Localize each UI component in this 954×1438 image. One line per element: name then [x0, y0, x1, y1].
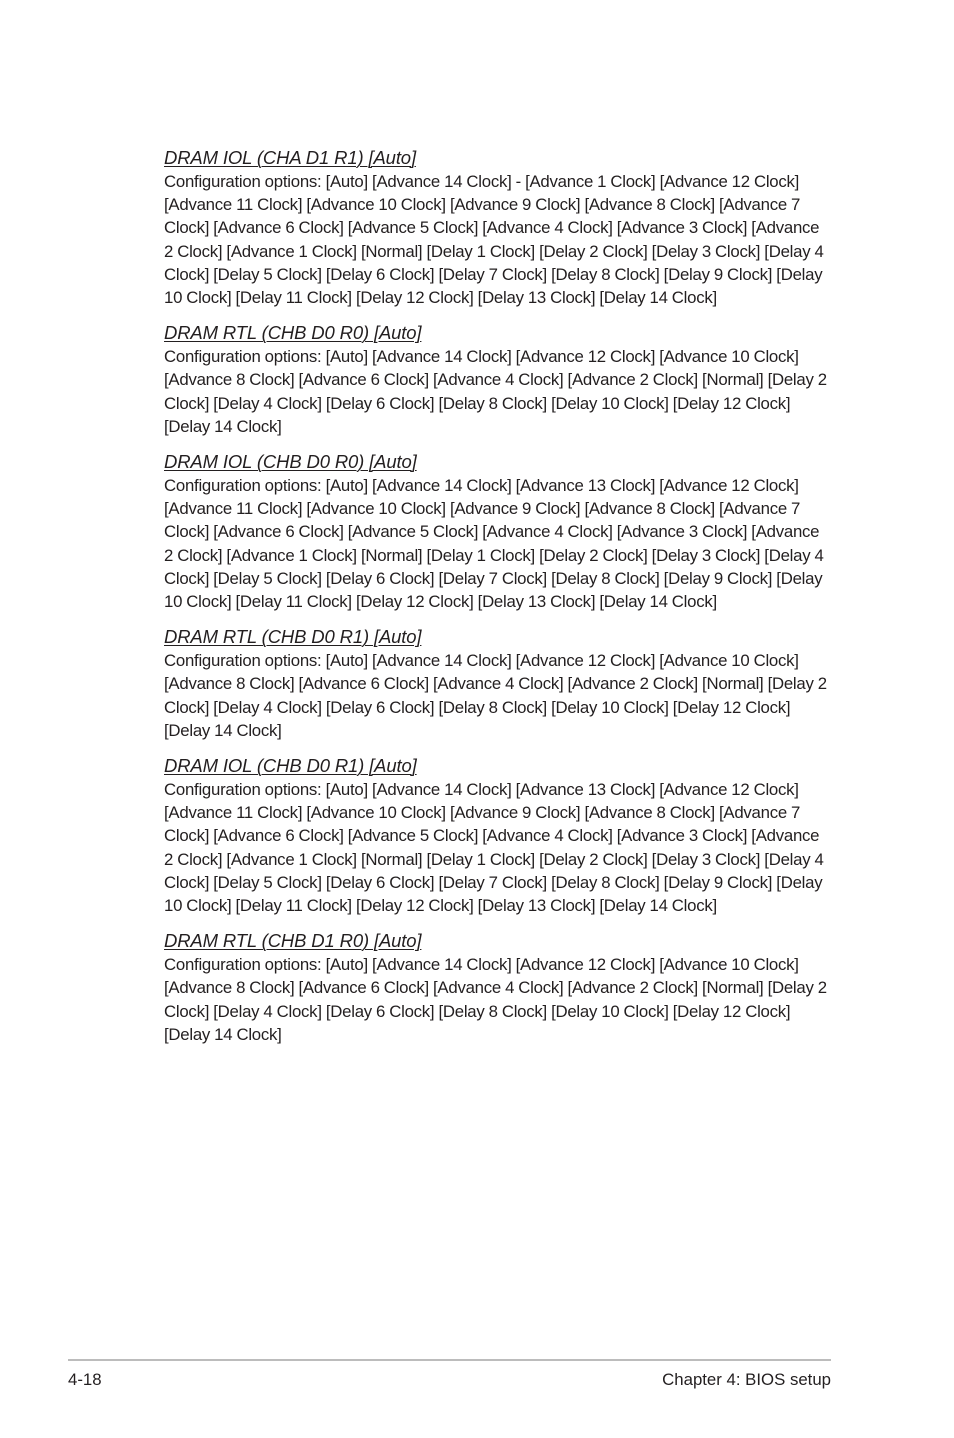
item-options: Configuration options: [Auto] [Advance 14 Clock] [Advance 13 Clock] [Advance 12 Clock] [Advance 11 Clock] [Advance 10 Clock] [Advance 9 Clock] [Advance 8 Clock] [Advance 7 Clock] [Advance 6 Clock] [Advance 5 Clock] [Advance 4 Clock] [Advance 3 Clock] [Advance 2 Clock] [Advance 1 Clock] [Normal] [Delay 1 Clock] [Delay 2 Clock] [Delay 3 Clock] [Delay 4 Clock] [Delay 5 Clock] [Delay 6 Clock] [Delay 7 Clock] [Delay 8 Clock] [Delay 9 Clock] [Delay 10 Clock] [Delay 11 Clock] [Delay 12 Clock] [Delay 13 Clock] [Delay 14 Clock]	[164, 780, 824, 916]
item-options: Configuration options: [Auto] [Advance 14 Clock] [Advance 12 Clock] [Advance 10 Clock] [Advance 8 Clock] [Advance 6 Clock] [Advance 4 Clock] [Advance 2 Clock] [Normal] [Delay 2 Clock] [Delay 4 Clock] [Delay 6 Clock] [Delay 8 Clock] [Delay 10 Clock] [Delay 12 Clock] [Delay 14 Clock]	[164, 955, 827, 1044]
chapter-title: Chapter 4: BIOS setup	[662, 1370, 831, 1389]
item-options: Configuration options: [Auto] [Advance 14 Clock] - [Advance 1 Clock] [Advance 12 Clock] [Advance 11 Clock] [Advance 10 Clock] [Advance 9 Clock] [Advance 8 Clock] [Advance 7 Clock] [Advance 6 Clock] [Advance 5 Clock] [Advance 4 Clock] [Advance 3 Clock] [Advance 2 Clock] [Advance 1 Clock] [Normal] [Delay 1 Clock] [Delay 2 Clock] [Delay 3 Clock] [Delay 4 Clock] [Delay 5 Clock] [Delay 6 Clock] [Delay 7 Clock] [Delay 8 Clock] [Delay 9 Clock] [Delay 10 Clock] [Delay 11 Clock] [Delay 12 Clock] [Delay 13 Clock] [Delay 14 Clock]	[164, 172, 824, 308]
footer-divider	[68, 1359, 831, 1361]
bios-item-dram-rtl-chb-d1-r0	[164, 928, 832, 1046]
item-heading: DRAM RTL (CHB D1 R0) [Auto]	[164, 930, 422, 952]
item-heading: DRAM RTL (CHB D0 R0) [Auto]	[164, 322, 422, 344]
bios-item-dram-rtl-chb-d0-r1	[164, 624, 832, 742]
item-heading: DRAM IOL (CHB D0 R1) [Auto]	[164, 755, 417, 777]
page-number: 4-18	[68, 1370, 102, 1389]
item-options: Configuration options: [Auto] [Advance 14 Clock] [Advance 13 Clock] [Advance 12 Clock] [Advance 11 Clock] [Advance 10 Clock] [Advance 9 Clock] [Advance 8 Clock] [Advance 7 Clock] [Advance 6 Clock] [Advance 5 Clock] [Advance 4 Clock] [Advance 3 Clock] [Advance 2 Clock] [Advance 1 Clock] [Normal] [Delay 1 Clock] [Delay 2 Clock] [Delay 3 Clock] [Delay 4 Clock] [Delay 5 Clock] [Delay 6 Clock] [Delay 7 Clock] [Delay 8 Clock] [Delay 9 Clock] [Delay 10 Clock] [Delay 11 Clock] [Delay 12 Clock] [Delay 13 Clock] [Delay 14 Clock]	[164, 476, 824, 612]
bios-item-dram-iol-chb-d0-r1	[164, 753, 832, 917]
item-heading: DRAM RTL (CHB D0 R1) [Auto]	[164, 626, 422, 648]
bios-item-dram-iol-cha-d1-r1	[164, 145, 832, 309]
manual-content	[164, 145, 832, 1057]
item-heading: DRAM IOL (CHB D0 R0) [Auto]	[164, 451, 417, 473]
item-heading: DRAM IOL (CHA D1 R1) [Auto]	[164, 147, 416, 168]
item-options: Configuration options: [Auto] [Advance 14 Clock] [Advance 12 Clock] [Advance 10 Clock] [Advance 8 Clock] [Advance 6 Clock] [Advance 4 Clock] [Advance 2 Clock] [Normal] [Delay 2 Clock] [Delay 4 Clock] [Delay 6 Clock] [Delay 8 Clock] [Delay 10 Clock] [Delay 12 Clock] [Delay 14 Clock]	[164, 651, 827, 740]
bios-item-dram-rtl-chb-d0-r0	[164, 320, 832, 438]
bios-item-dram-iol-chb-d0-r0	[164, 449, 832, 613]
item-options: Configuration options: [Auto] [Advance 14 Clock] [Advance 12 Clock] [Advance 10 Clock] [Advance 8 Clock] [Advance 6 Clock] [Advance 4 Clock] [Advance 2 Clock] [Normal] [Delay 2 Clock] [Delay 4 Clock] [Delay 6 Clock] [Delay 8 Clock] [Delay 10 Clock] [Delay 12 Clock] [Delay 14 Clock]	[164, 347, 827, 436]
